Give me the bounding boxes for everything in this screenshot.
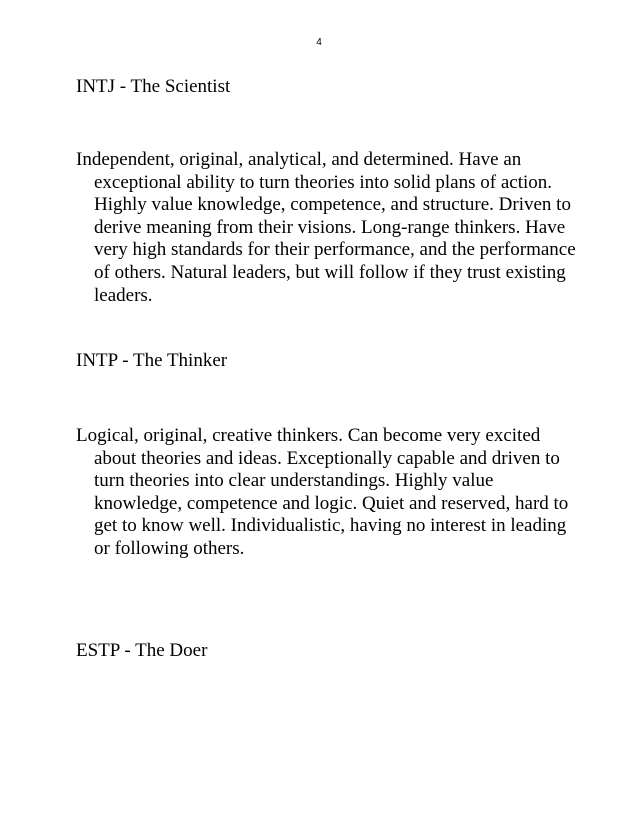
section-text-intj: Independent, original, analytical, and determined. Have an exceptional ability to turn theories into solid plans of action. Highly value knowledge, competence, and structure. Driven to derive meaning from their visions. Long-range thinkers. Have very high standards for their performance, and the performance of others. Natural leaders, but will follow if they trust existing leaders.: [76, 149, 576, 306]
page-number: 4: [316, 37, 322, 48]
section-heading-estp: ESTP - The Doer: [76, 640, 208, 661]
section-text-intp: Logical, original, creative thinkers. Can become very excited about theories and ideas. Exceptionally capable and driven to turn theories into clear understandings. Highly value knowledge, competence and logic. Quiet and reserved, hard to get to know well. Individualistic, having no interest in leading or following others.: [76, 425, 569, 559]
section-heading-intj: INTJ - The Scientist: [76, 76, 231, 97]
section-heading-intp: INTP - The Thinker: [76, 350, 228, 371]
